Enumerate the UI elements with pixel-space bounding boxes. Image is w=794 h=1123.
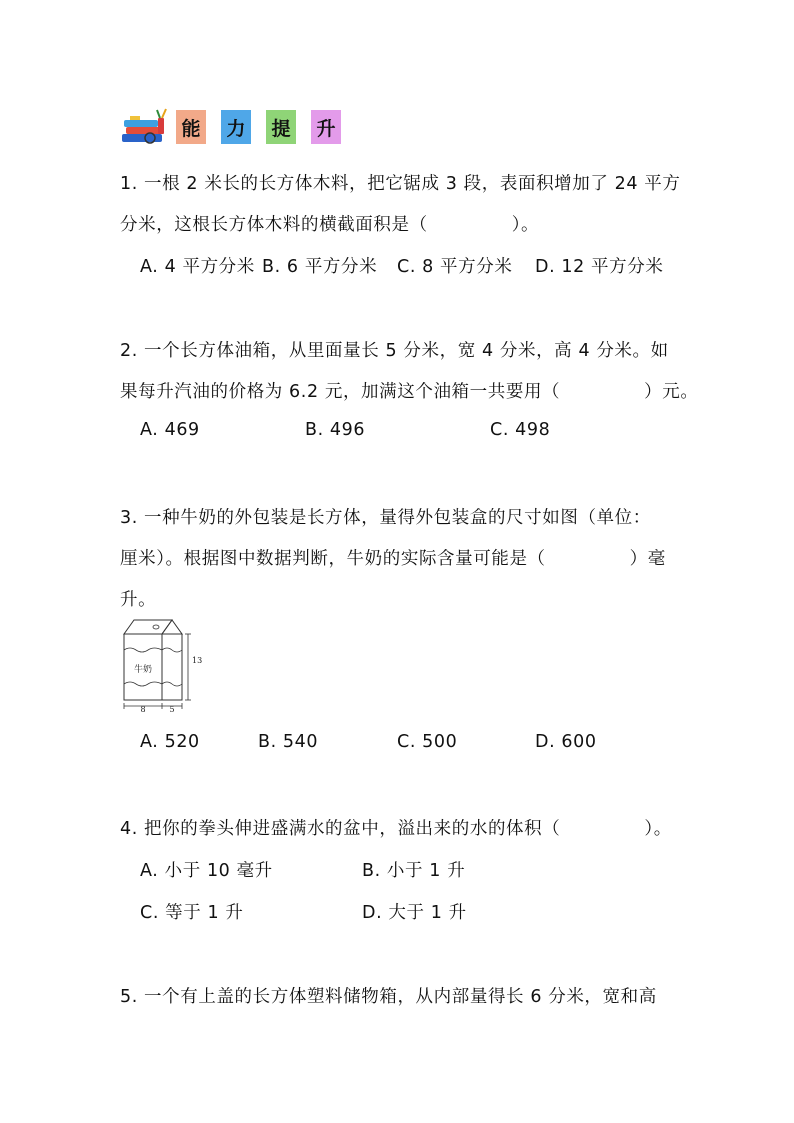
q3-line-2-text: 厘米）。根据图中数据判断，牛奶的实际含量可能是（ xyxy=(120,549,546,569)
q1-option-b[interactable]: B. 6 平方分米 xyxy=(262,257,378,277)
q1-line-2 xyxy=(120,211,539,236)
header-tile-4: 升 xyxy=(311,110,341,144)
q4-option-c[interactable]: C. 等于 1 升 xyxy=(140,903,244,923)
q1-option-a[interactable]: A. 4 平方分米 xyxy=(140,257,255,277)
q4-option-b[interactable]: B. 小于 1 升 xyxy=(362,861,466,881)
q3-option-d[interactable]: D. 600 xyxy=(535,732,597,752)
q1-line-2-text: 分米，这根长方体木料的横截面积是（ xyxy=(120,215,428,235)
q1-line-1: 1. 一根 2 米长的长方体木料，把它锯成 3 段，表面积增加了 24 平方 xyxy=(120,174,681,194)
q3-option-a[interactable]: A. 520 xyxy=(140,732,200,752)
q2-line-2-text: 果每升汽油的价格为 6.2 元，加满这个油箱一共要用（ xyxy=(120,382,561,402)
q3-option-b[interactable]: B. 540 xyxy=(258,732,319,752)
q4-line-1-end: ）。 xyxy=(644,819,672,839)
q1-option-d[interactable]: D. 12 平方分米 xyxy=(535,257,664,277)
q4-line-1-text: 4. 把你的拳头伸进盛满水的盆中，溢出来的水的体积（ xyxy=(120,819,561,839)
q2-option-c[interactable]: C. 498 xyxy=(490,420,551,440)
q2-option-b[interactable]: B. 496 xyxy=(305,420,366,440)
q3-line-2-end: ）毫 xyxy=(629,549,666,569)
dimension-width: 5 xyxy=(169,705,175,712)
header-tile-1: 能 xyxy=(176,110,206,144)
q3-line-1: 3. 一种牛奶的外包装是长方体，量得外包装盒的尺寸如图（单位： xyxy=(120,508,651,528)
q3-option-c[interactable]: C. 500 xyxy=(397,732,458,752)
q2-line-2-end: ）元。 xyxy=(644,382,699,402)
q2-option-a[interactable]: A. 469 xyxy=(140,420,200,440)
q3-line-2 xyxy=(120,545,666,570)
dimension-height: 13 xyxy=(192,656,202,665)
books-icon xyxy=(120,108,172,148)
carton-label: 牛奶 xyxy=(133,665,153,675)
q2-line-2 xyxy=(120,378,698,403)
q5-line-1: 5. 一个有上盖的长方体塑料储物箱，从内部量得长 6 分米，宽和高 xyxy=(120,987,657,1007)
milk-carton-figure xyxy=(116,616,202,712)
q3-line-3: 升。 xyxy=(120,590,157,610)
header-tile-3: 提 xyxy=(266,110,296,144)
q1-option-c[interactable]: C. 8 平方分米 xyxy=(397,257,513,277)
header-tile-2: 力 xyxy=(221,110,251,144)
q4-line-1 xyxy=(120,815,672,840)
q4-option-d[interactable]: D. 大于 1 升 xyxy=(362,903,467,923)
q1-line-2-end: ）。 xyxy=(511,215,540,235)
q2-line-1: 2. 一个长方体油箱，从里面量长 5 分米，宽 4 分米，高 4 分米。如 xyxy=(120,341,669,361)
dimension-length: 8 xyxy=(140,705,146,712)
q4-option-a[interactable]: A. 小于 10 毫升 xyxy=(140,861,273,881)
